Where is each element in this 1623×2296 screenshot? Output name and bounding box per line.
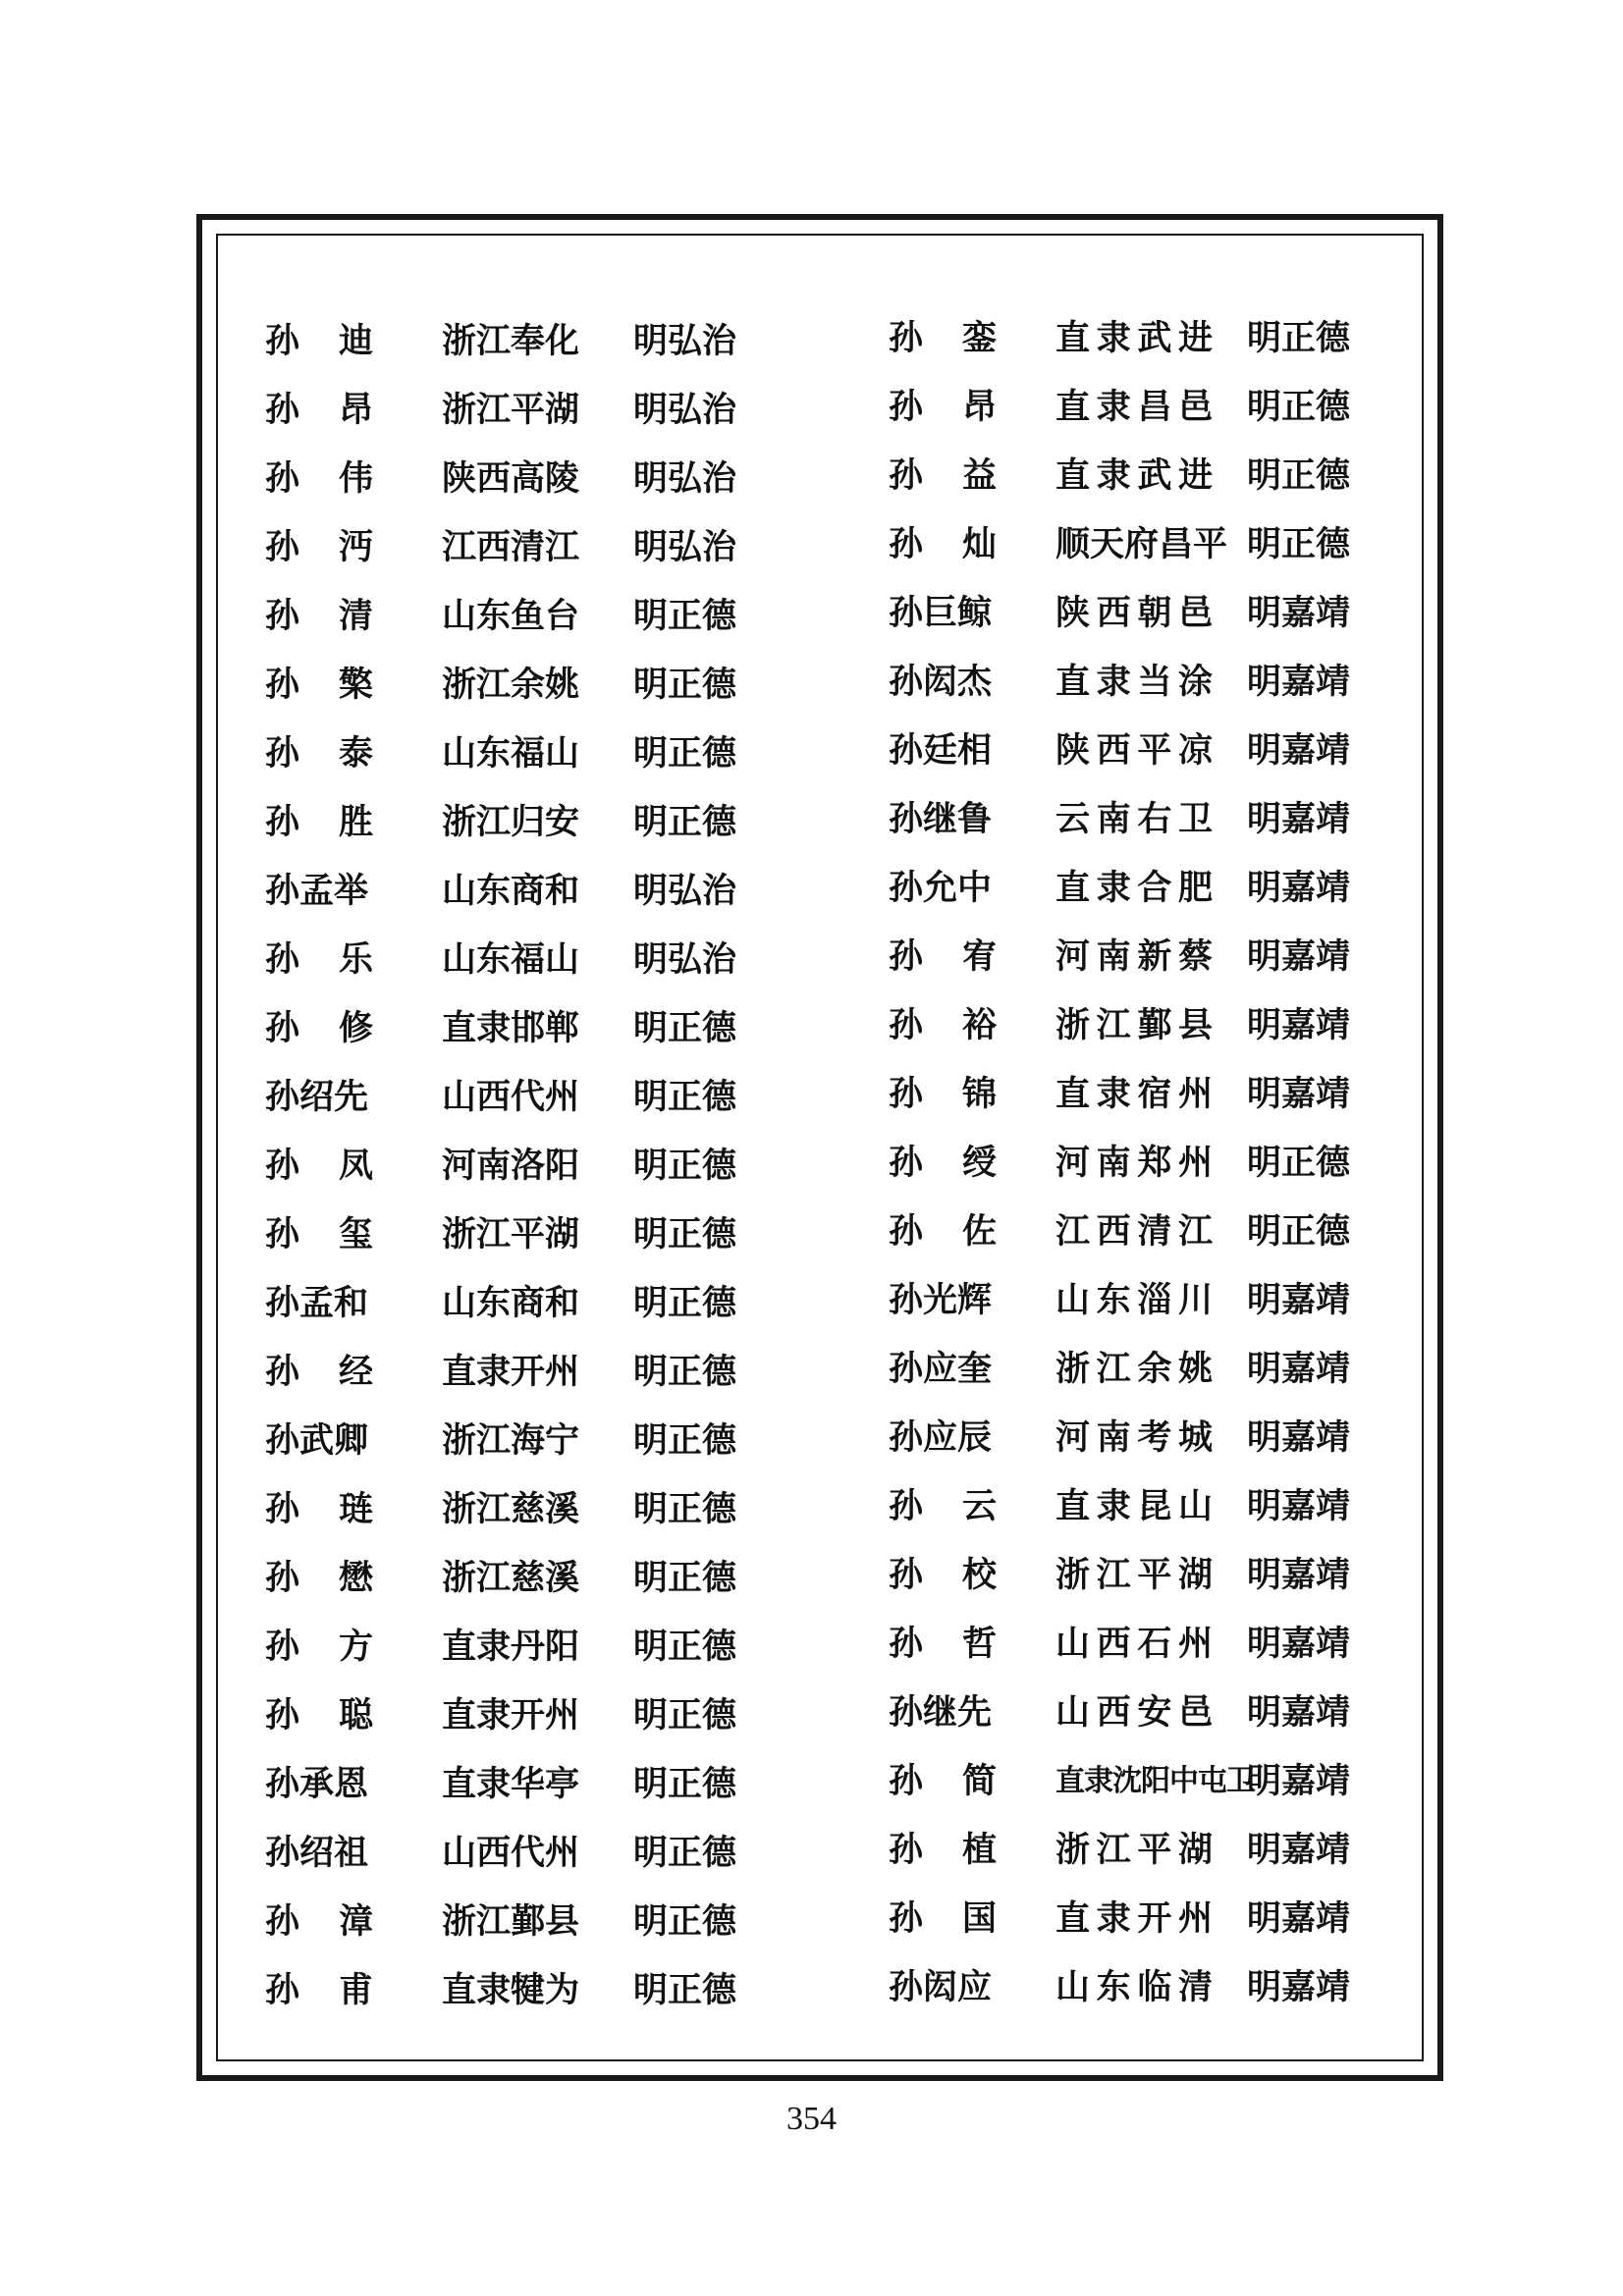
dynasty-era: 明正德 [1247,1211,1351,1252]
dynasty-era: 明嘉靖 [1247,1555,1351,1595]
right-entry-row [889,447,1399,515]
native-place: 直 隶 武 进 [1055,455,1213,496]
dynasty-era: 明正德 [1247,1143,1351,1183]
left-entry-row [265,862,776,931]
person-name: 孙 甫 [265,1970,373,2010]
person-name: 孙 泰 [265,733,373,774]
native-place: 直隶犍为 [442,1970,580,2010]
native-place: 直隶华亭 [442,1764,580,1804]
person-name: 孙 国 [889,1898,997,1939]
person-name: 孙 佐 [889,1211,997,1252]
dynasty-era: 明嘉靖 [1247,593,1351,633]
dynasty-era: 明正德 [633,1627,737,1667]
native-place: 浙江奉化 [442,321,580,361]
native-place: 顺天府昌平 [1055,524,1228,564]
dynasty-era: 明弘治 [633,390,737,430]
left-entry-row [265,518,776,587]
person-name: 孙孟举 [265,871,369,911]
dynasty-era: 明正德 [633,1352,737,1392]
dynasty-era: 明正德 [633,1489,737,1529]
native-place: 浙 江 平 湖 [1055,1830,1213,1870]
native-place: 河 南 考 城 [1055,1417,1213,1458]
dynasty-era: 明正德 [1247,455,1351,496]
left-name-column [265,312,776,2030]
person-name: 孙 校 [889,1555,997,1595]
person-name: 孙 凤 [265,1146,373,1186]
person-name: 孙应辰 [889,1417,993,1458]
right-entry-row [889,653,1399,721]
dynasty-era: 明嘉靖 [1247,730,1351,771]
right-name-column [889,312,1399,2030]
native-place: 浙 江 平 湖 [1055,1555,1213,1595]
person-name: 孙 修 [265,1008,373,1048]
person-name: 孙 灿 [889,524,997,564]
native-place: 河 南 新 蔡 [1055,936,1213,977]
left-entry-row [265,724,776,793]
right-entry-row [889,1202,1399,1271]
native-place: 浙 江 余 姚 [1055,1349,1213,1389]
dynasty-era: 明正德 [633,1008,737,1048]
left-entry-row [265,381,776,450]
dynasty-era: 明正德 [633,1077,737,1117]
dynasty-era: 明正德 [1247,318,1351,358]
person-name: 孙 裕 [889,1005,997,1045]
native-place: 陕 西 朝 邑 [1055,593,1213,633]
left-entry-row [265,450,776,518]
native-place: 山东商和 [442,871,580,911]
person-name: 孙 聪 [265,1695,373,1735]
dynasty-era: 明正德 [633,1695,737,1735]
native-place: 直 隶 宿 州 [1055,1074,1213,1114]
dynasty-era: 明嘉靖 [1247,1349,1351,1389]
dynasty-era: 明嘉靖 [1247,1417,1351,1458]
dynasty-era: 明弘治 [633,939,737,980]
right-entry-row [889,1271,1399,1340]
native-place: 云 南 右 卫 [1055,799,1213,839]
native-place: 直 隶 武 进 [1055,318,1213,358]
dynasty-era: 明正德 [633,665,737,705]
left-entry-row [265,312,776,381]
person-name: 孙 绶 [889,1143,997,1183]
dynasty-era: 明正德 [1247,387,1351,427]
native-place: 直 隶 合 肥 [1055,868,1213,908]
person-name: 孙 沔 [265,527,373,567]
person-name: 孙武卿 [265,1420,369,1461]
dynasty-era: 明正德 [633,1970,737,2010]
person-name: 孙 玺 [265,1214,373,1255]
native-place: 直隶邯郸 [442,1008,580,1048]
person-name: 孙 方 [265,1627,373,1667]
native-place: 直隶开州 [442,1695,580,1735]
dynasty-era: 明正德 [633,1901,737,1942]
dynasty-era: 明正德 [1247,524,1351,564]
native-place: 河 南 郑 州 [1055,1143,1213,1183]
dynasty-era: 明正德 [633,596,737,636]
page-number: 354 [786,2101,837,2137]
native-place: 浙江归安 [442,802,580,842]
native-place: 山东福山 [442,733,580,774]
person-name: 孙 简 [889,1761,997,1801]
left-entry-row [265,1686,776,1755]
dynasty-era: 明嘉靖 [1247,1830,1351,1870]
native-place: 直隶沈阳中屯卫 [1055,1764,1255,1798]
person-name: 孙 益 [889,455,997,496]
dynasty-era: 明嘉靖 [1247,936,1351,977]
left-entry-row [265,793,776,862]
right-entry-row [889,1065,1399,1134]
native-place: 直 隶 当 涂 [1055,662,1213,702]
left-entry-row [265,1274,776,1343]
person-name: 孙闳杰 [889,662,993,702]
native-place: 陕 西 平 凉 [1055,730,1213,771]
native-place: 山东鱼台 [442,596,580,636]
native-place: 山 东 临 清 [1055,1967,1213,2007]
native-place: 浙江平湖 [442,1214,580,1255]
right-entry-row [889,1409,1399,1477]
person-name: 孙 琏 [265,1489,373,1529]
dynasty-era: 明弘治 [633,321,737,361]
left-entry-row [265,1137,776,1205]
left-entry-row [265,1549,776,1618]
person-name: 孙 经 [265,1352,373,1392]
person-name: 孙绍先 [265,1077,369,1117]
dynasty-era: 明正德 [633,733,737,774]
native-place: 直 隶 昌 邑 [1055,387,1213,427]
left-entry-row [265,1068,776,1137]
right-entry-row [889,1546,1399,1615]
right-entry-row [889,515,1399,584]
person-name: 孙应奎 [889,1349,993,1389]
dynasty-era: 明嘉靖 [1247,868,1351,908]
native-place: 浙江平湖 [442,390,580,430]
right-entry-row [889,859,1399,928]
dynasty-era: 明正德 [633,1283,737,1323]
left-entry-row [265,587,776,656]
dynasty-era: 明弘治 [633,527,737,567]
right-entry-row [889,1615,1399,1683]
person-name: 孙 懋 [265,1558,373,1598]
native-place: 河南洛阳 [442,1146,580,1186]
native-place: 浙 江 鄞 县 [1055,1005,1213,1045]
native-place: 浙江慈溪 [442,1489,580,1529]
person-name: 孙 昂 [889,387,997,427]
dynasty-era: 明嘉靖 [1247,1898,1351,1939]
left-entry-row [265,1343,776,1412]
right-entry-row [889,1477,1399,1546]
dynasty-era: 明正德 [633,1833,737,1873]
dynasty-era: 明正德 [633,1214,737,1255]
person-name: 孙廷相 [889,730,993,771]
native-place: 山东福山 [442,939,580,980]
dynasty-era: 明嘉靖 [1247,1005,1351,1045]
person-name: 孙 銮 [889,318,997,358]
person-name: 孙 漳 [265,1901,373,1942]
person-name: 孙 乐 [265,939,373,980]
native-place: 山 西 石 州 [1055,1624,1213,1664]
right-entry-row [889,1821,1399,1890]
person-name: 孙 迪 [265,321,373,361]
left-entry-row [265,931,776,999]
left-entry-row [265,1480,776,1549]
person-name: 孙光辉 [889,1280,993,1320]
left-entry-row [265,1824,776,1893]
left-entry-row [265,1412,776,1480]
native-place: 陕西高陵 [442,458,580,499]
dynasty-era: 明嘉靖 [1247,1074,1351,1114]
dynasty-era: 明嘉靖 [1247,1280,1351,1320]
dynasty-era: 明嘉靖 [1247,1761,1351,1801]
native-place: 直隶丹阳 [442,1627,580,1667]
right-entry-row [889,1340,1399,1409]
dynasty-era: 明嘉靖 [1247,1967,1351,2007]
person-name: 孙闳应 [889,1967,993,2007]
native-place: 浙江鄞县 [442,1901,580,1942]
native-place: 山 西 安 邑 [1055,1692,1213,1733]
dynasty-era: 明正德 [633,802,737,842]
person-name: 孙 清 [265,596,373,636]
native-place: 山 东 淄 川 [1055,1280,1213,1320]
dynasty-era: 明正德 [633,1420,737,1461]
right-entry-row [889,928,1399,996]
native-place: 江西清江 [442,527,580,567]
native-place: 山东商和 [442,1283,580,1323]
person-name: 孙继鲁 [889,799,993,839]
left-entry-row [265,1893,776,1961]
person-name: 孙巨鲸 [889,593,993,633]
person-name: 孙承恩 [265,1764,369,1804]
person-name: 孙 哲 [889,1624,997,1664]
native-place: 浙江海宁 [442,1420,580,1461]
person-name: 孙 植 [889,1830,997,1870]
person-name: 孙 伟 [265,458,373,499]
dynasty-era: 明嘉靖 [1247,1486,1351,1526]
native-place: 山西代州 [442,1833,580,1873]
right-entry-row [889,1958,1399,2027]
right-entry-row [889,996,1399,1065]
person-name: 孙允中 [889,868,993,908]
left-entry-row [265,1755,776,1824]
right-entry-row [889,1134,1399,1202]
dynasty-era: 明正德 [633,1558,737,1598]
person-name: 孙 昂 [265,390,373,430]
right-entry-row [889,378,1399,447]
right-entry-row [889,584,1399,653]
person-name: 孙 檠 [265,665,373,705]
right-entry-row [889,790,1399,859]
right-entry-row [889,1752,1399,1821]
dynasty-era: 明弘治 [633,458,737,499]
native-place: 浙江余姚 [442,665,580,705]
person-name: 孙继先 [889,1692,993,1733]
left-entry-row [265,1618,776,1686]
left-entry-row [265,999,776,1068]
dynasty-era: 明正德 [633,1764,737,1804]
native-place: 江 西 清 江 [1055,1211,1213,1252]
person-name: 孙 云 [889,1486,997,1526]
person-name: 孙孟和 [265,1283,369,1323]
dynasty-era: 明嘉靖 [1247,1692,1351,1733]
person-name: 孙 胜 [265,802,373,842]
dynasty-era: 明正德 [633,1146,737,1186]
dynasty-era: 明嘉靖 [1247,799,1351,839]
person-name: 孙 宥 [889,936,997,977]
native-place: 浙江慈溪 [442,1558,580,1598]
dynasty-era: 明弘治 [633,871,737,911]
person-name: 孙 锦 [889,1074,997,1114]
native-place: 山西代州 [442,1077,580,1117]
dynasty-era: 明嘉靖 [1247,662,1351,702]
left-entry-row [265,656,776,724]
native-place: 直 隶 开 州 [1055,1898,1213,1939]
left-entry-row [265,1205,776,1274]
native-place: 直 隶 昆 山 [1055,1486,1213,1526]
dynasty-era: 明嘉靖 [1247,1624,1351,1664]
right-entry-row [889,309,1399,378]
native-place: 直隶开州 [442,1352,580,1392]
right-entry-row [889,721,1399,790]
right-entry-row [889,1683,1399,1752]
left-entry-row [265,1961,776,2030]
right-entry-row [889,1890,1399,1958]
person-name: 孙绍祖 [265,1833,369,1873]
